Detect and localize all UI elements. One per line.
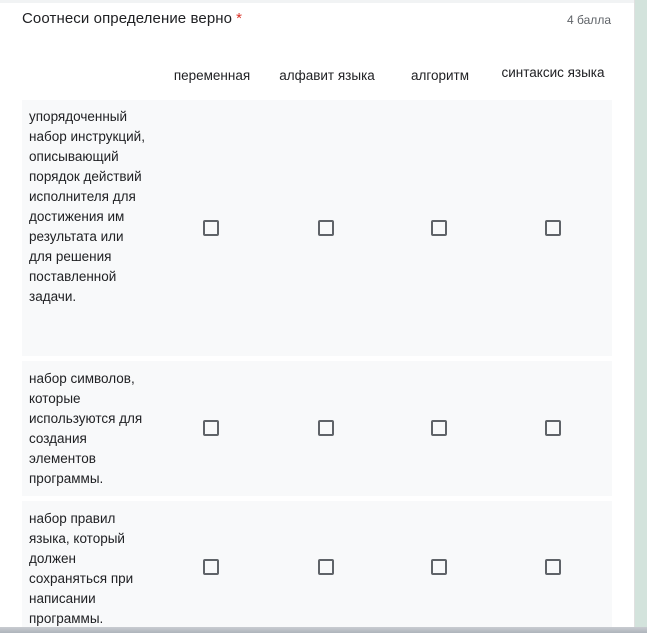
row-label-1: упорядоченный набор инструкций, описывающий порядок действий исполнителя для достижения им результата или для решения поставленной задачи. [29,109,145,304]
question-title [22,10,242,27]
checkbox-row2-variable[interactable] [203,420,219,436]
checkbox-row3-alphabet[interactable] [318,559,334,575]
column-header-variable: переменная [173,68,251,83]
top-divider [0,0,634,3]
checkbox-row1-syntax[interactable] [545,220,561,236]
checkbox-row1-alphabet[interactable] [318,220,334,236]
row-label-3: набор правил языка, который должен сохраняться при написании программы. [29,511,134,626]
checkbox-grid [22,52,612,627]
required-asterisk: * [236,10,243,27]
column-header-alphabet: алфавит языка [279,68,375,83]
checkbox-row3-algorithm[interactable] [431,559,447,575]
question-title-text: Соотнеси определение верно [22,10,233,27]
row-label-2: набор символов, которые используются для создания элементов программы. [29,371,143,486]
checkbox-row3-syntax[interactable] [545,559,561,575]
checkbox-row1-variable[interactable] [203,220,219,236]
points-label: 4 балла [567,13,611,27]
column-header-syntax: синтаксис языка [501,65,605,80]
column-header-algorithm: алгоритм [410,68,470,83]
checkbox-row2-alphabet[interactable] [318,420,334,436]
window-bottom-edge [0,627,647,633]
checkbox-row2-algorithm[interactable] [431,420,447,436]
grid-row-1 [22,100,612,356]
grid-header-row [22,52,612,100]
grid-row-3 [22,501,612,627]
checkbox-row2-syntax[interactable] [545,420,561,436]
checkbox-row3-variable[interactable] [203,559,219,575]
grid-row-2 [22,361,612,496]
checkbox-row1-algorithm[interactable] [431,220,447,236]
